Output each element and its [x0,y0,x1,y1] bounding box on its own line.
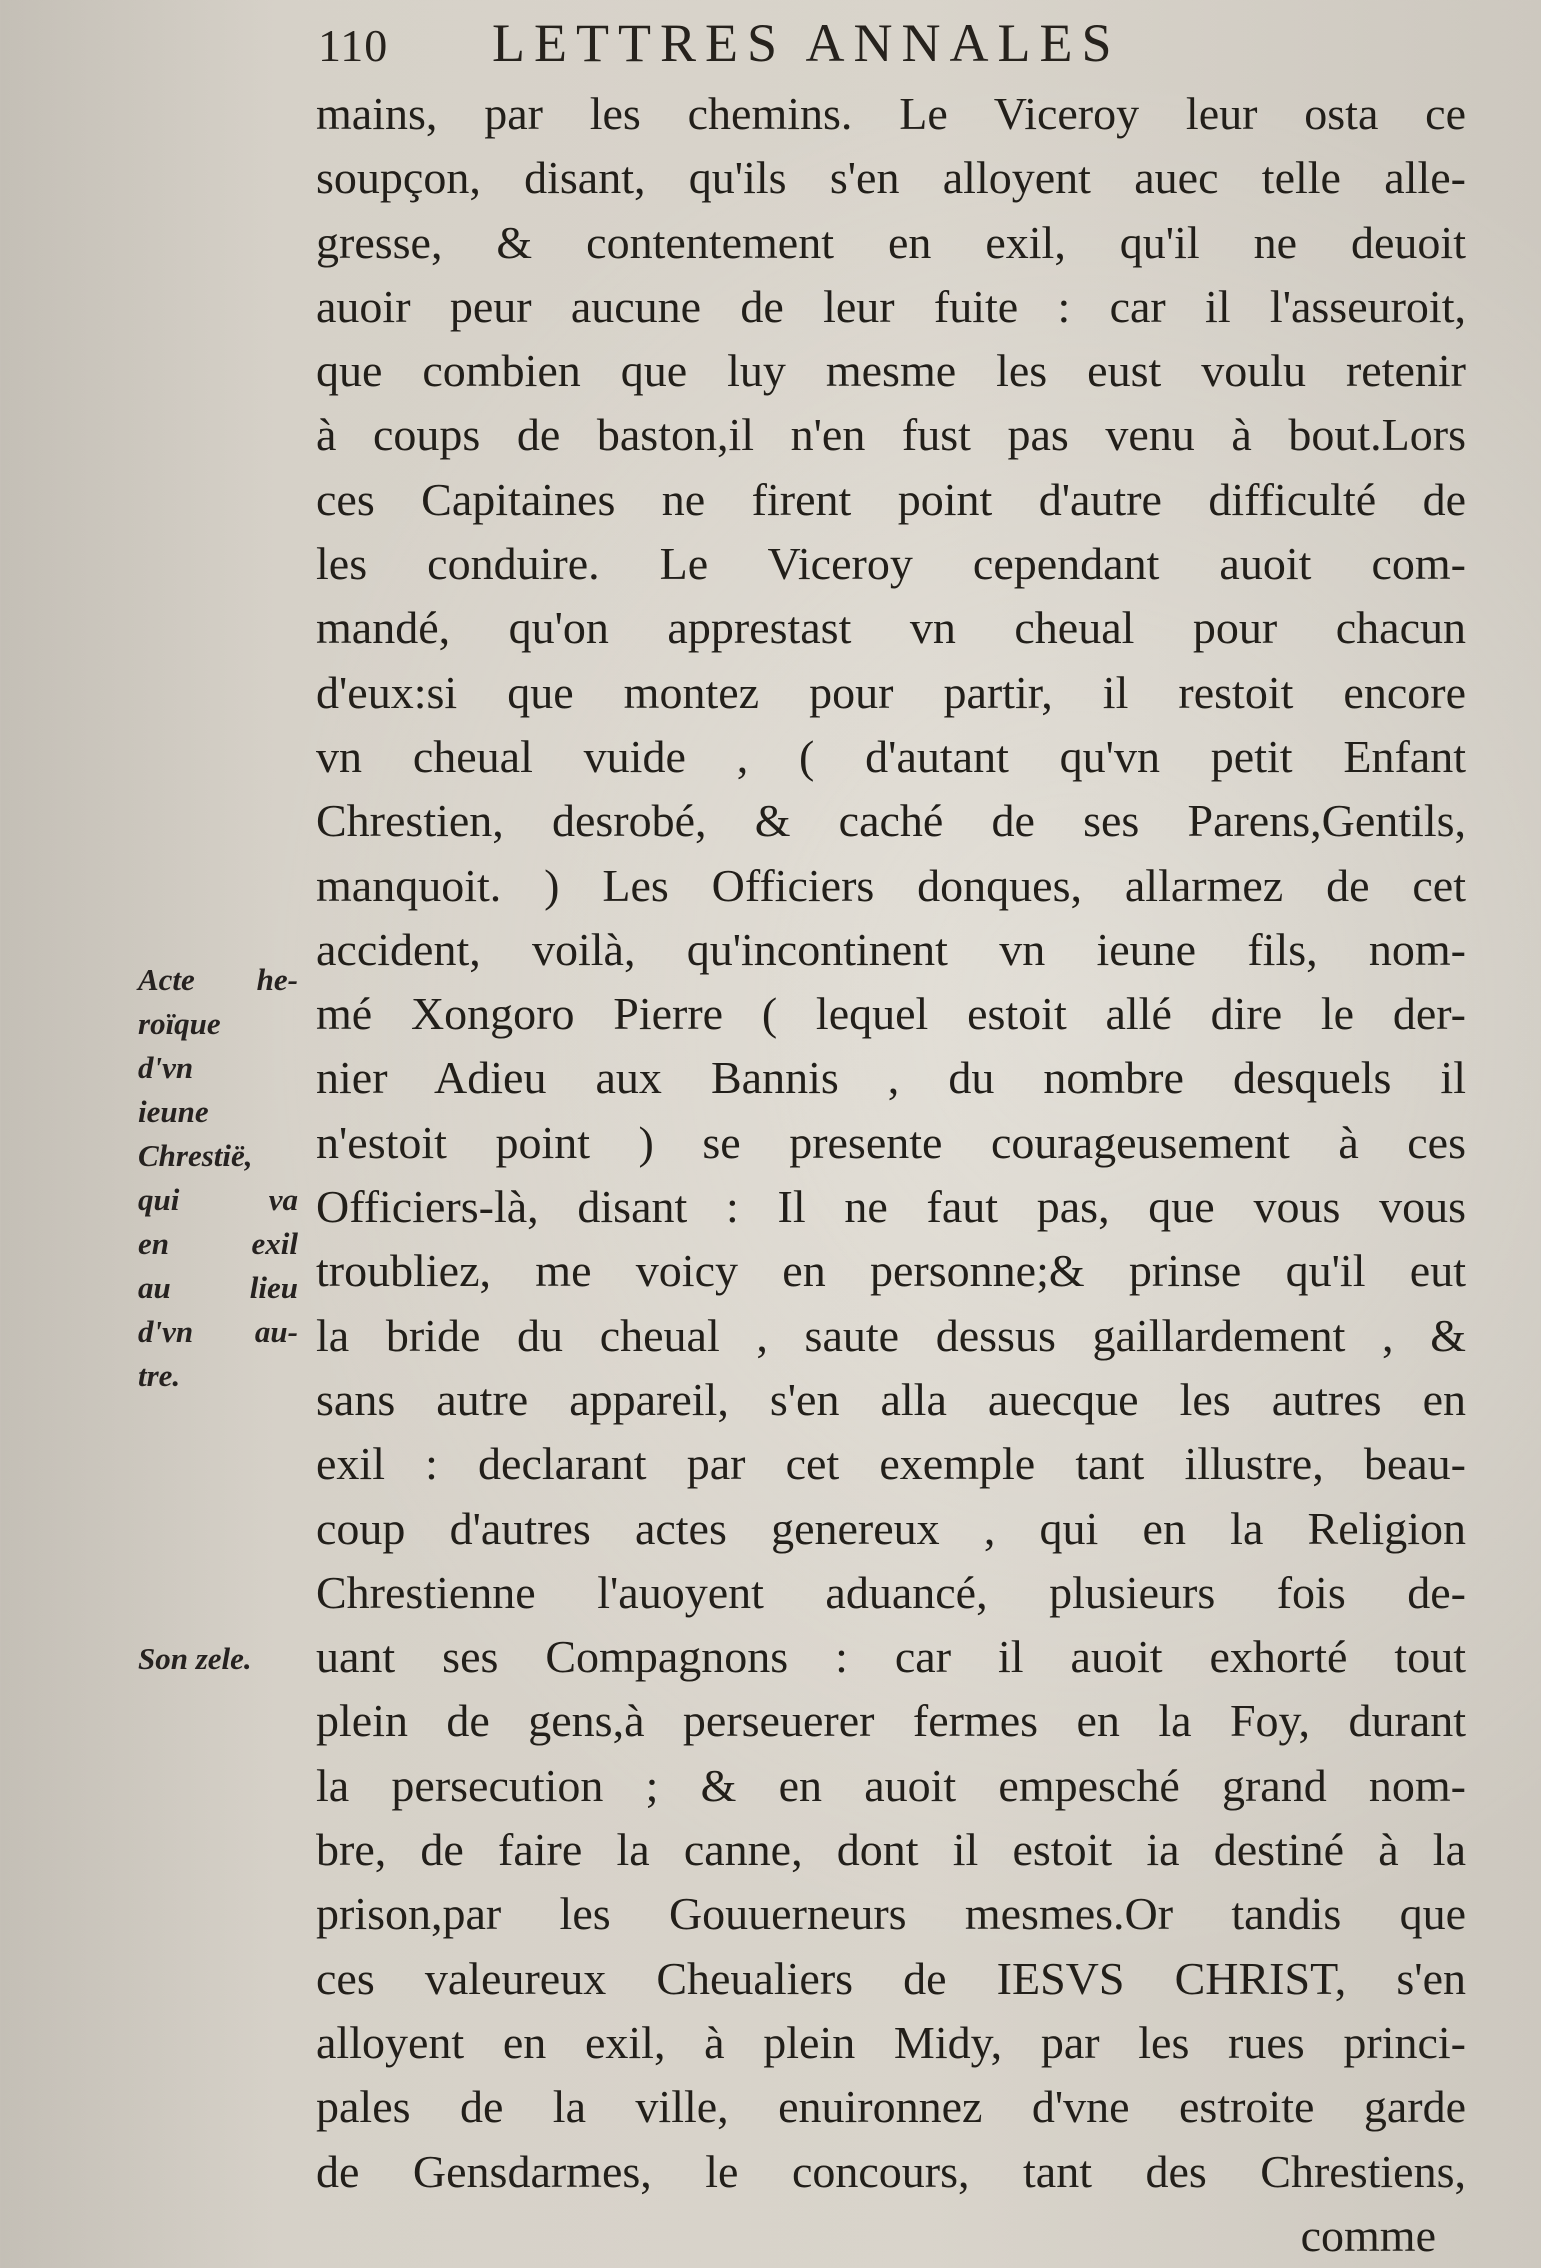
margin-note-line: Son zele. [138,1641,252,1676]
text-line: soupçon, disant, qu'ils s'en alloyent auec telle alle- [316,152,1466,204]
text-line: que combien que luy mesme les eust voulu retenir [316,345,1466,397]
text-line: la bride du cheual , saute dessus gaillardement , & [316,1309,1466,1361]
page-number: 110 [318,20,389,71]
text-line: prison,par les Gouuerneurs mesmes.Or tandis que [316,1888,1466,1940]
margin-note-line: d'vn au- [138,1314,298,1349]
body-text [316,82,1466,2268]
margin-note-line: d'vn [138,1050,194,1085]
margin-note-heroic-act [138,958,298,1398]
text-line: manquoit. ) Les Officiers donques, allarmez de cet [316,859,1466,911]
text-line: accident, voilà, qu'incontinent vn ieune fils, nom- [316,923,1466,975]
text-line: pales de la ville, enuironnez d'vne estroite garde [316,2081,1466,2133]
margin-note-zeal [138,1637,298,1681]
text-line: auoir peur aucune de leur fuite : car il l'asseuroit, [316,280,1466,332]
text-line: gresse, & contentement en exil, qu'il ne deuoit [316,216,1466,268]
text-line: Officiers-là, disant : Il ne faut pas, que vous vous [316,1181,1466,1233]
running-title: LETTRES ANNALES [492,13,1121,73]
text-line: à coups de baston,il n'en fust pas venu à bout.Lors [316,409,1466,461]
margin-note-line: en exil [138,1226,298,1261]
text-line: de Gensdarmes, le concours, tant des Chrestiens, [316,2145,1466,2197]
text-line: n'estoit point ) se presente courageusement à ces [316,1116,1466,1168]
text-line: les conduire. Le Viceroy cependant auoit com- [316,538,1466,590]
text-line: bre, de faire la canne, dont il estoit ia destiné à la [316,1824,1466,1876]
text-line: mains, par les chemins. Le Viceroy leur osta ce [316,88,1466,139]
margin-note-line: roïque [138,1006,221,1041]
text-line: troubliez, me voicy en personne;& prinse qu'il eut [316,1245,1466,1297]
margin-note-line: tre. [138,1358,181,1393]
catchword: comme [1300,2209,1436,2261]
text-line: nier Adieu aux Bannis , du nombre desquels il [316,1052,1466,1104]
margin-note-line: qui va [138,1182,298,1217]
text-line: sans autre appareil, s'en alla auecque les autres en [316,1373,1466,1425]
margin-note-line: au lieu [138,1270,298,1305]
text-line: Chrestienne l'auoyent aduancé, plusieurs fois de- [316,1566,1466,1618]
text-line: plein de gens,à perseuerer fermes en la Foy, durant [316,1695,1466,1747]
text-line: d'eux:si que montez pour partir, il restoit encore [316,666,1466,718]
text-line: Chrestien, desrobé, & caché de ses Parens,Gentils, [316,795,1466,847]
text-line: alloyent en exil, à plein Midy, par les rues princi- [316,2016,1466,2068]
margin-note-line: ieune [138,1094,209,1129]
text-line: mandé, qu'on apprestast vn cheual pour chacun [316,602,1466,654]
text-line: ces Capitaines ne firent point d'autre difficulté de [316,473,1466,525]
text-line: uant ses Compagnons : car il auoit exhorté tout [316,1631,1466,1683]
text-line: la persecution ; & en auoit empesché grand nom- [316,1759,1466,1811]
margin-note-line: Acte he- [138,962,298,997]
text-line: ces valeureux Cheualiers de IESVS CHRIST, s'en [316,1952,1466,2004]
text-line: mé Xongoro Pierre ( lequel estoit allé dire le der- [316,988,1466,1040]
text-line: vn cheual vuide , ( d'autant qu'vn petit Enfant [316,730,1466,782]
text-line: coup d'autres actes genereux , qui en la Religion [316,1502,1466,1554]
running-head [318,12,1468,82]
text-line: exil : declarant par cet exemple tant illustre, beau- [316,1438,1466,1490]
margin-note-line: Chrestië, [138,1138,253,1173]
